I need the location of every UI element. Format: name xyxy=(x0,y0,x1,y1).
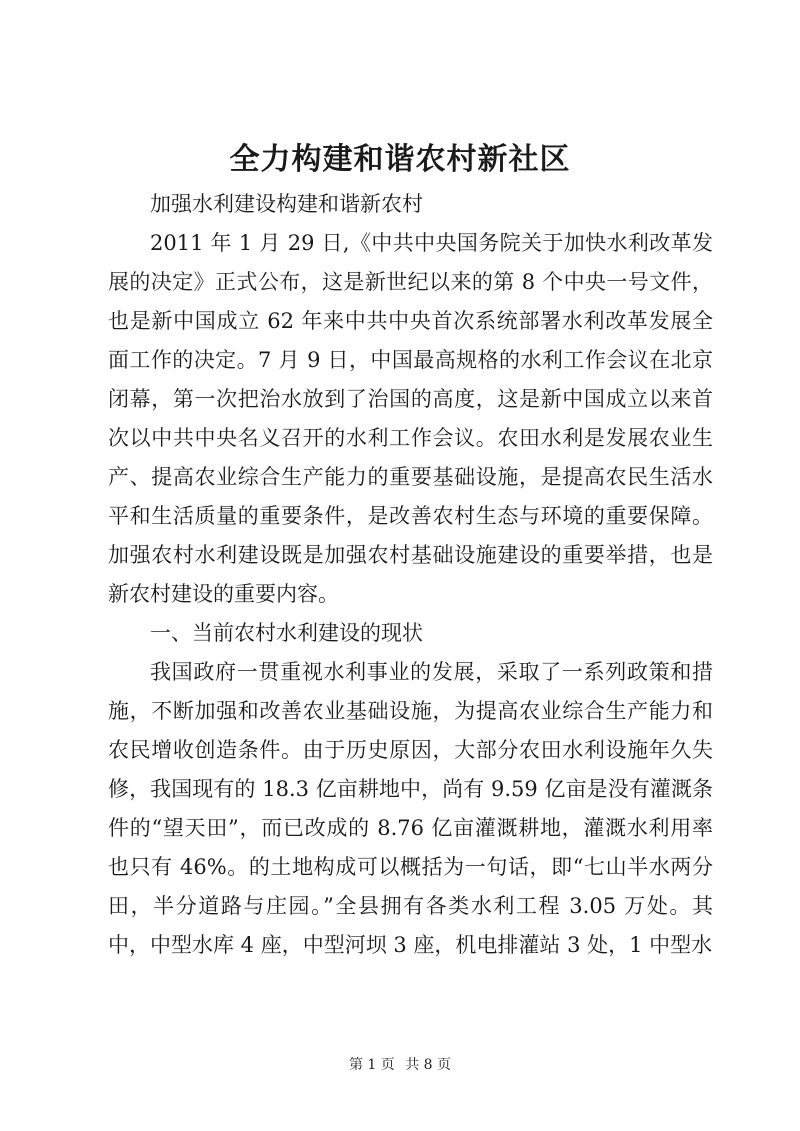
document-body xyxy=(108,185,713,965)
body-paragraph: 2011 年 1 月 29 日,《中共中央国务院关于加快水利改革发展的决定》正式公布，这是新世纪以来的第 8 个中央一号文件，也是新中国成立 62 年来中共中央首次系统部署水利改革发展全面工作的决定。7 月 9 日，中国最高规格的水利工作会议在北京闭幕，第一次把治水放到了治国的高度，这是新中国成立以来首次以中共中央名义召开的水利工作会议。农田水利是发展农业生产、提高农业综合生产能力的重要基础设施，是提高农民生活水平和生活质量的重要条件，是改善农村生态与环境的重要保障。加强农村水利建设既是加强农村基础设施建设的重要举措，也是新农村建设的重要内容。 xyxy=(108,231,713,606)
body-paragraph: 我国政府一贯重视水利事业的发展，采取了一系列政策和措施，不断加强和改善农业基础设施，为提高农业综合生产能力和农民增收创造条件。由于历史原因，大部分农田水利设施年久失修，我国现有的 18.3 亿亩耕地中，尚有 9.59 亿亩是没有灌溉条件的“望天田”，而已改成的 8.76 亿亩灌溉耕地，灌溉水利用率也只有 46%。的土地构成可以概括为一句话，即“七山半水两分田，半分道路与庄园。”全县拥有各类水利工程 3.05 万处。其中，中型水库 4 座，中型河坝 3 座，机电排灌站 3 处，1 中型水 xyxy=(108,660,713,957)
subtitle-paragraph: 加强水利建设构建和谐新农村 xyxy=(150,192,423,216)
page-footer xyxy=(0,1055,800,1075)
page-number: 第 1 页 xyxy=(348,1057,395,1073)
section-heading: 一、当前农村水利建设的现状 xyxy=(150,621,423,645)
page-total: 共 8 页 xyxy=(405,1057,452,1073)
document-title: 全力构建和谐农村新社区 xyxy=(229,142,571,177)
